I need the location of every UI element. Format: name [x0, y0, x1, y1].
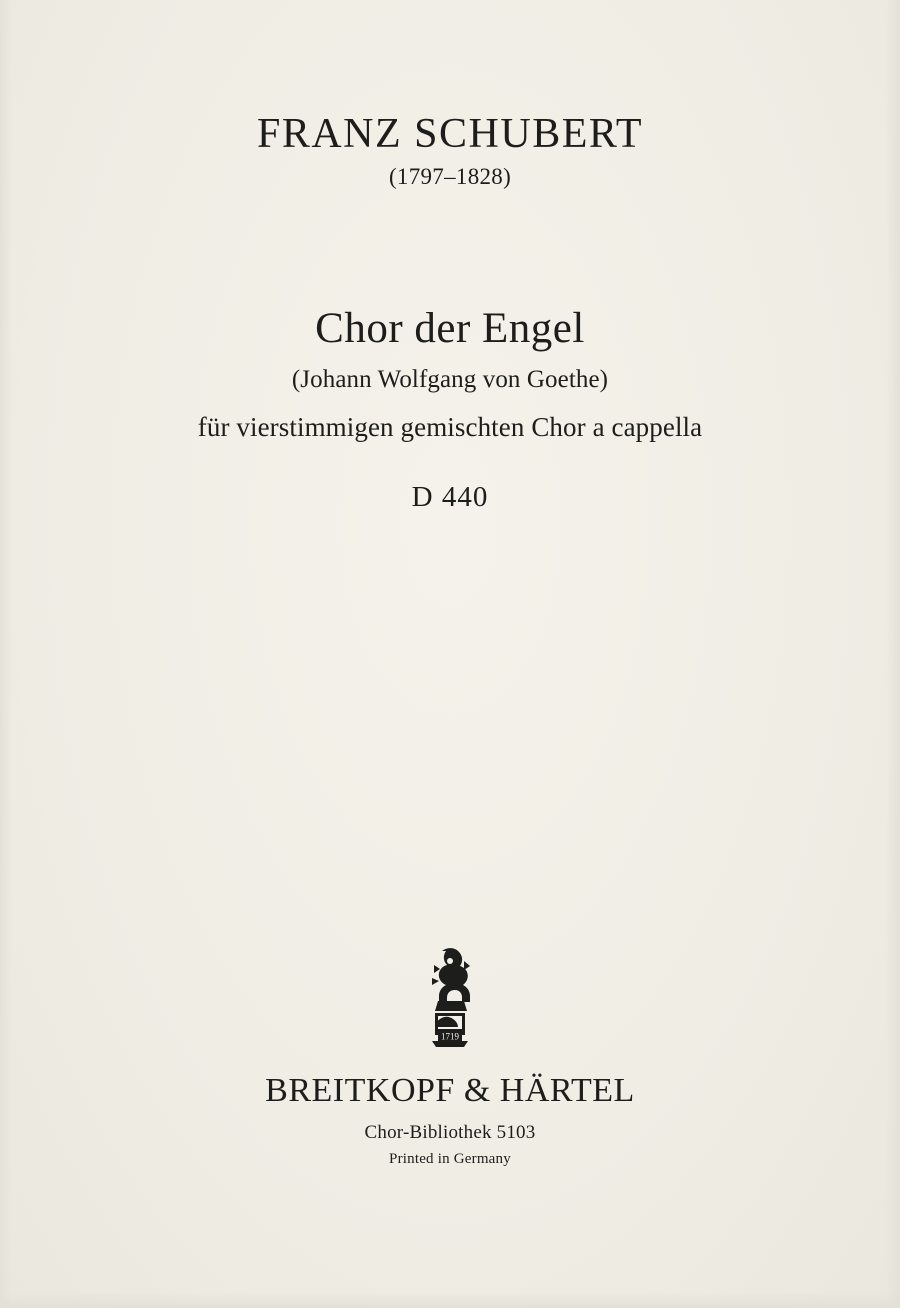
work-title-block [0, 305, 900, 514]
breitkopf-haertel-logo-icon [412, 945, 488, 1054]
publisher-name: BREITKOPF & HÄRTEL [265, 1072, 635, 1109]
scoring-description: für vierstimmigen gemischten Chor a cappella [197, 412, 703, 443]
composer-block [0, 112, 900, 190]
series-number: Chor-Bibliothek 5103 [364, 1122, 536, 1143]
publisher-logo-wrap [0, 950, 900, 1054]
page-title: Chor der Engel [315, 305, 585, 352]
catalogue-number: D 440 [411, 481, 489, 514]
composer-life-dates: (1797–1828) [388, 164, 512, 190]
logo-year-text: 1719 [441, 1031, 459, 1042]
lyricist-credit: (Johann Wolfgang von Goethe) [291, 366, 609, 394]
publisher-block [0, 950, 900, 1168]
printed-in-note: Printed in Germany [389, 1151, 511, 1167]
composer-name: FRANZ SCHUBERT [256, 111, 644, 157]
